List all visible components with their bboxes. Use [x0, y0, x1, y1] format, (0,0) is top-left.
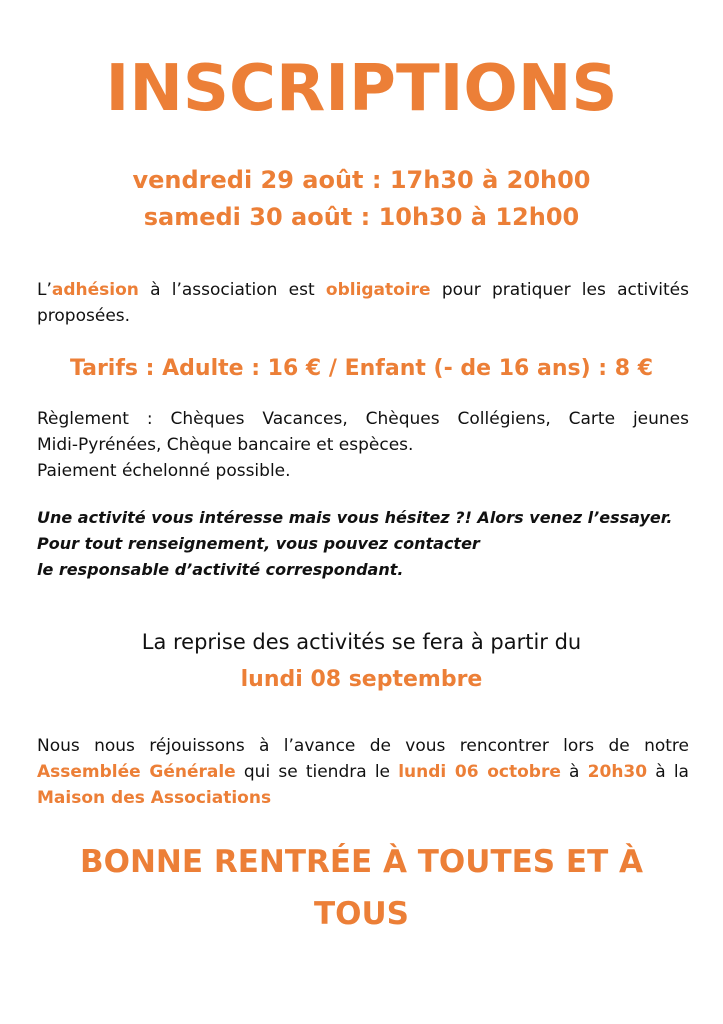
adhesion-paragraph	[37, 277, 689, 329]
info-line-3: le responsable d’activité correspondant.	[37, 560, 404, 579]
assembly-paragraph	[37, 733, 689, 811]
date-saturday: samedi 30 août : 10h30 à 12h00	[143, 203, 580, 231]
registration-dates	[0, 162, 723, 236]
assembly-venue: Maison des Associations	[37, 788, 272, 808]
closing-greeting: BONNE RENTRÉE À TOUTES ET À TOUS	[80, 844, 643, 932]
assembly-line-2	[37, 759, 689, 785]
activities-restart	[0, 623, 723, 699]
info-line-1: Une activité vous intéresse mais vous hésitez ?! Alors venez l’essayer.	[37, 508, 673, 527]
assembly-date: lundi 06 octobre	[398, 762, 561, 782]
page-title: INSCRIPTIONS	[105, 52, 618, 126]
info-paragraph	[37, 505, 697, 583]
info-line-2: Pour tout renseignement, vous pouvez contacter	[37, 534, 480, 553]
payment-paragraph	[37, 406, 689, 484]
assembly-time: 20h30	[587, 762, 648, 782]
restart-date: lundi 08 septembre	[240, 667, 483, 692]
adhesion-text-1: L’	[37, 280, 52, 300]
pricing-line: Tarifs : Adulte : 16 € / Enfant (- de 16 ans) : 8 €	[69, 356, 654, 381]
payment-line-2: Midi-Pyrénées, Chèque bancaire et espèces.	[37, 435, 414, 455]
assembly-text-1: qui se tiendra le	[235, 762, 399, 782]
payment-line-3: Paiement échelonné possible.	[37, 461, 291, 481]
restart-text: La reprise des activités se fera à partir du	[141, 630, 582, 654]
date-friday: vendredi 29 août : 17h30 à 20h00	[132, 166, 591, 194]
assembly-name: Assemblée Générale	[37, 762, 236, 782]
payment-line-1: Règlement : Chèques Vacances, Chèques Collégiens, Carte jeunes	[37, 409, 689, 429]
adhesion-text-2: à l’association est	[138, 280, 326, 300]
adhesion-text-3: pour pratiquer les activités proposées.	[37, 280, 689, 326]
assembly-text-2: à	[560, 762, 588, 782]
adhesion-keyword: adhésion	[51, 280, 139, 300]
assembly-text-3: à la	[647, 762, 689, 782]
assembly-line-1: Nous nous réjouissons à l’avance de vous rencontrer lors de notre	[37, 736, 689, 756]
obligatoire-keyword: obligatoire	[325, 280, 431, 300]
